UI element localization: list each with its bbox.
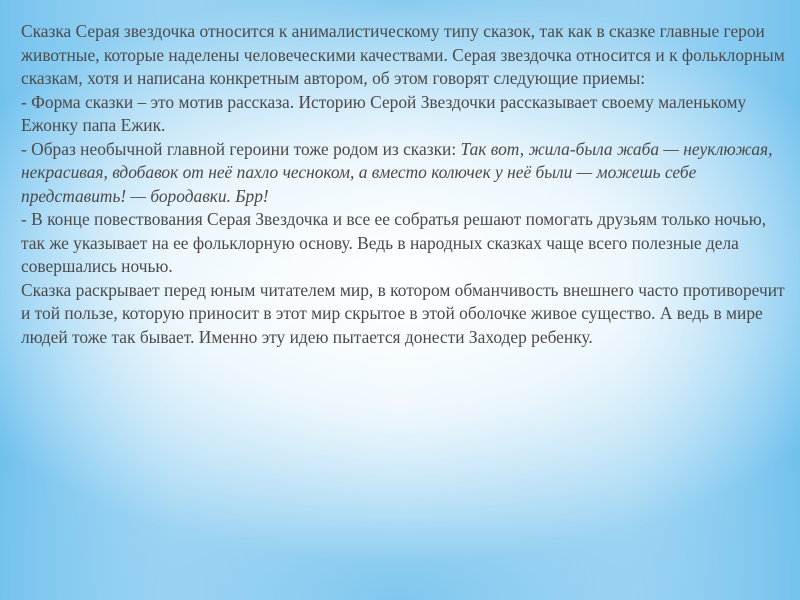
- point-form-of-tale: - Форма сказки – это мотив рассказа. Историю Серой Звездочки рассказывает своему маленькому Ежонку папа Ежик.: [21, 91, 747, 135]
- intro-paragraph: Сказка Серая звездочка относится к анималистическому типу сказок, так как в сказке главные герои животные, которые наделены человеческими качествами. Серая звездочка относится и к фольклорным сказкам, хотя и написана конкретным автором, об этом говорят следующие приемы:: [21, 21, 785, 88]
- conclusion-paragraph: Сказка раскрывает перед юным читателем мир, в котором обманчивость внешнего часто противоречит и той пользе, которую приносит в этот мир скрытое в этой оболочке живое существо. А ведь в мире людей тоже так бывает. Именно эту идею пытается донести Заходер ребенку.: [21, 279, 785, 347]
- point-heroine-lead: - Образ необычной главной героини тоже родом из сказки:: [21, 138, 461, 159]
- slide-text-block: [21, 20, 787, 349]
- point-heroine-image: [21, 138, 787, 209]
- heroine-quote: Так вот, жила-была жаба — неуклюжая, некрасивая, вдобавок от неё пахло чесноком, а вместо колючек у неё были — можешь себе представить! — бородавки. Брр!: [21, 138, 773, 206]
- point-ending: - В конце повествования Серая Звездочка и все ее собратья решают помогать друзьям только ночью, так же указывает на ее фольклорную основу. Ведь в народных сказках чаще всего полезные дела совершались ночью.: [21, 209, 767, 276]
